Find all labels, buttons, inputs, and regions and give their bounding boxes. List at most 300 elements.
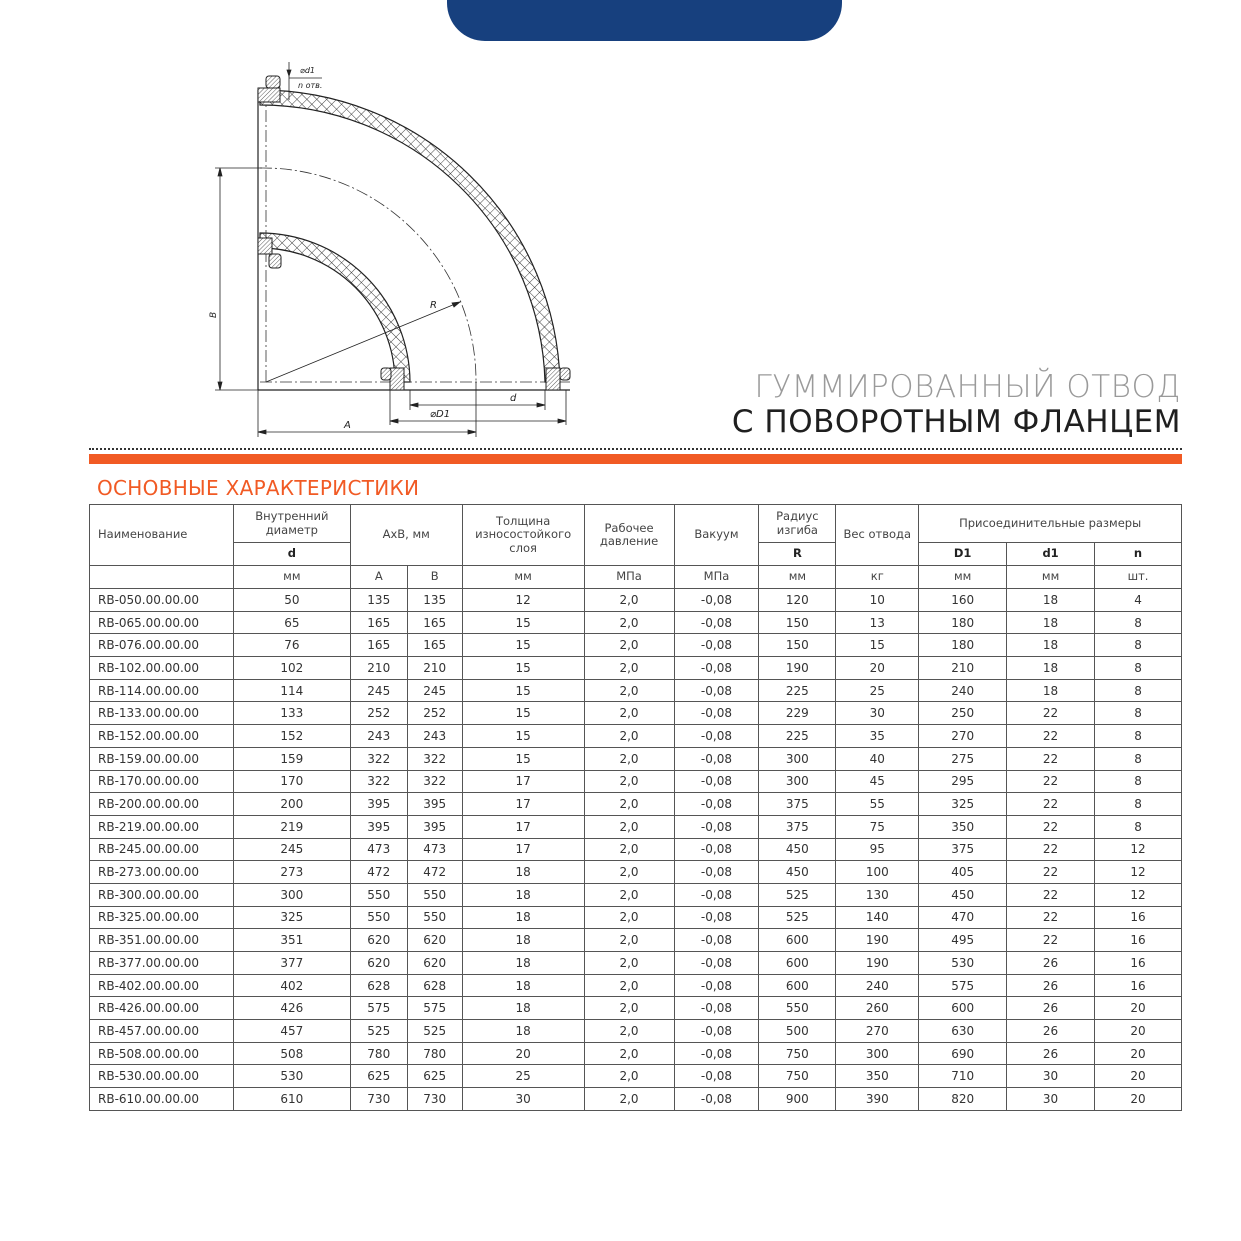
cell-d: 377 [233, 952, 350, 975]
cell-a: 165 [350, 611, 407, 634]
cell-name: RB-133.00.00.00 [90, 702, 234, 725]
cell-thickness: 25 [462, 1065, 584, 1088]
table-row [90, 815, 1182, 838]
cell-r: 150 [759, 611, 836, 634]
cell-vacuum: -0,08 [674, 793, 759, 816]
cell-b: 550 [407, 883, 462, 906]
cell-name: RB-377.00.00.00 [90, 952, 234, 975]
cell-vacuum: -0,08 [674, 815, 759, 838]
cell-D1: 495 [919, 929, 1007, 952]
cell-weight: 270 [836, 1020, 919, 1043]
cell-D1: 405 [919, 861, 1007, 884]
table-row [90, 974, 1182, 997]
cell-d1: 22 [1007, 702, 1095, 725]
cell-d: 114 [233, 679, 350, 702]
cell-b: 575 [407, 997, 462, 1020]
cell-a: 245 [350, 679, 407, 702]
cell-n: 8 [1095, 657, 1182, 680]
cell-a: 395 [350, 815, 407, 838]
cell-r: 600 [759, 952, 836, 975]
label-B: B [209, 311, 219, 318]
cell-n: 20 [1095, 1088, 1182, 1111]
header-r-symbol: R [759, 543, 836, 566]
cell-r: 300 [759, 747, 836, 770]
cell-d1: 22 [1007, 838, 1095, 861]
cell-D1: 600 [919, 997, 1007, 1020]
cell-b: 780 [407, 1042, 462, 1065]
cell-a: 550 [350, 883, 407, 906]
cell-D1: 240 [919, 679, 1007, 702]
cell-weight: 20 [836, 657, 919, 680]
cell-r: 600 [759, 929, 836, 952]
product-title-line2: С ПОВОРОТНЫМ ФЛАНЦЕМ [731, 404, 1181, 440]
cell-r: 190 [759, 657, 836, 680]
cell-r: 900 [759, 1088, 836, 1111]
cell-weight: 75 [836, 815, 919, 838]
cell-pressure: 2,0 [584, 770, 674, 793]
cell-a: 628 [350, 974, 407, 997]
cell-d: 159 [233, 747, 350, 770]
cell-n: 8 [1095, 702, 1182, 725]
cell-n: 12 [1095, 883, 1182, 906]
cell-thickness: 15 [462, 634, 584, 657]
cell-b: 628 [407, 974, 462, 997]
unit-thickness: мм [462, 566, 584, 589]
table-row [90, 883, 1182, 906]
header-n: n [1095, 543, 1182, 566]
cell-name: RB-245.00.00.00 [90, 838, 234, 861]
cell-vacuum: -0,08 [674, 1020, 759, 1043]
cell-r: 750 [759, 1065, 836, 1088]
cell-r: 450 [759, 861, 836, 884]
unit-n: шт. [1095, 566, 1182, 589]
cell-weight: 15 [836, 634, 919, 657]
cell-name: RB-076.00.00.00 [90, 634, 234, 657]
cell-a: 780 [350, 1042, 407, 1065]
cell-weight: 95 [836, 838, 919, 861]
cell-weight: 100 [836, 861, 919, 884]
cell-a: 165 [350, 634, 407, 657]
cell-d: 402 [233, 974, 350, 997]
table-row [90, 702, 1182, 725]
header-D1: D1 [919, 543, 1007, 566]
cell-n: 12 [1095, 861, 1182, 884]
cell-name: RB-300.00.00.00 [90, 883, 234, 906]
cell-r: 600 [759, 974, 836, 997]
unit-B: B [407, 566, 462, 589]
cell-d: 152 [233, 725, 350, 748]
cell-d1: 18 [1007, 634, 1095, 657]
cell-a: 135 [350, 589, 407, 612]
cell-a: 550 [350, 906, 407, 929]
cell-vacuum: -0,08 [674, 589, 759, 612]
cell-pressure: 2,0 [584, 747, 674, 770]
cell-vacuum: -0,08 [674, 679, 759, 702]
cell-n: 16 [1095, 929, 1182, 952]
cell-vacuum: -0,08 [674, 1065, 759, 1088]
cell-D1: 180 [919, 611, 1007, 634]
cell-name: RB-610.00.00.00 [90, 1088, 234, 1111]
cell-d1: 30 [1007, 1065, 1095, 1088]
cell-n: 16 [1095, 906, 1182, 929]
cell-name: RB-273.00.00.00 [90, 861, 234, 884]
cell-thickness: 18 [462, 929, 584, 952]
unit-pressure: МПа [584, 566, 674, 589]
cell-pressure: 2,0 [584, 589, 674, 612]
cell-D1: 270 [919, 725, 1007, 748]
cell-d: 273 [233, 861, 350, 884]
cell-d1: 26 [1007, 1042, 1095, 1065]
unit-d1: мм [1007, 566, 1095, 589]
cell-weight: 260 [836, 997, 919, 1020]
header-weight: Вес отвода [836, 505, 919, 566]
cell-d1: 22 [1007, 770, 1095, 793]
cell-thickness: 18 [462, 883, 584, 906]
cell-D1: 350 [919, 815, 1007, 838]
cell-pressure: 2,0 [584, 702, 674, 725]
header-name: Наименование [90, 505, 234, 566]
cell-b: 625 [407, 1065, 462, 1088]
cell-b: 252 [407, 702, 462, 725]
cell-weight: 10 [836, 589, 919, 612]
cell-D1: 180 [919, 634, 1007, 657]
cell-thickness: 15 [462, 702, 584, 725]
cell-d1: 22 [1007, 793, 1095, 816]
cell-d: 426 [233, 997, 350, 1020]
cell-D1: 630 [919, 1020, 1007, 1043]
cell-a: 730 [350, 1088, 407, 1111]
specifications-table [89, 504, 1182, 1111]
cell-n: 8 [1095, 793, 1182, 816]
product-title-line1: ГУММИРОВАННЫЙ ОТВОД [754, 369, 1181, 405]
cell-thickness: 15 [462, 725, 584, 748]
cell-d1: 22 [1007, 747, 1095, 770]
cell-d: 300 [233, 883, 350, 906]
cell-weight: 130 [836, 883, 919, 906]
cell-d: 351 [233, 929, 350, 952]
cell-vacuum: -0,08 [674, 952, 759, 975]
cell-weight: 45 [836, 770, 919, 793]
cell-d1: 30 [1007, 1088, 1095, 1111]
cell-D1: 275 [919, 747, 1007, 770]
cell-d: 65 [233, 611, 350, 634]
cell-n: 20 [1095, 997, 1182, 1020]
cell-b: 210 [407, 657, 462, 680]
cell-r: 229 [759, 702, 836, 725]
dimension-R [266, 302, 460, 382]
header-brand-band [447, 0, 842, 41]
cell-b: 620 [407, 929, 462, 952]
header-vacuum: Вакуум [674, 505, 759, 566]
cell-thickness: 18 [462, 974, 584, 997]
cell-a: 395 [350, 793, 407, 816]
cell-pressure: 2,0 [584, 634, 674, 657]
cell-r: 525 [759, 883, 836, 906]
cell-d1: 26 [1007, 974, 1095, 997]
cell-d: 530 [233, 1065, 350, 1088]
header-pressure: Рабочее давление [584, 505, 674, 566]
cell-d1: 18 [1007, 657, 1095, 680]
cell-d1: 22 [1007, 929, 1095, 952]
cell-a: 620 [350, 929, 407, 952]
cell-b: 473 [407, 838, 462, 861]
header-name-unit-blank [90, 566, 234, 589]
table-row [90, 657, 1182, 680]
cell-r: 150 [759, 634, 836, 657]
cell-d1: 26 [1007, 997, 1095, 1020]
cell-name: RB-426.00.00.00 [90, 997, 234, 1020]
cell-pressure: 2,0 [584, 815, 674, 838]
cell-d1: 26 [1007, 1020, 1095, 1043]
cell-pressure: 2,0 [584, 1088, 674, 1111]
cell-D1: 295 [919, 770, 1007, 793]
cell-D1: 820 [919, 1088, 1007, 1111]
cell-n: 8 [1095, 815, 1182, 838]
cell-name: RB-065.00.00.00 [90, 611, 234, 634]
cell-name: RB-402.00.00.00 [90, 974, 234, 997]
cell-thickness: 15 [462, 611, 584, 634]
cell-name: RB-530.00.00.00 [90, 1065, 234, 1088]
cell-r: 550 [759, 997, 836, 1020]
header-axb: AxB, мм [350, 505, 462, 566]
cell-a: 472 [350, 861, 407, 884]
cell-vacuum: -0,08 [674, 1042, 759, 1065]
cell-vacuum: -0,08 [674, 770, 759, 793]
cell-D1: 470 [919, 906, 1007, 929]
cell-b: 620 [407, 952, 462, 975]
header-thickness: Толщина износостойкого слоя [462, 505, 584, 566]
table-body [90, 589, 1182, 1111]
cell-r: 450 [759, 838, 836, 861]
cell-n: 20 [1095, 1020, 1182, 1043]
cell-thickness: 17 [462, 838, 584, 861]
cell-thickness: 15 [462, 747, 584, 770]
cell-weight: 40 [836, 747, 919, 770]
table-row [90, 611, 1182, 634]
cell-thickness: 18 [462, 1020, 584, 1043]
header-d-symbol: d [233, 543, 350, 566]
cell-d1: 22 [1007, 883, 1095, 906]
table-row [90, 1065, 1182, 1088]
table-row [90, 793, 1182, 816]
label-A: A [344, 420, 351, 431]
table-row [90, 1088, 1182, 1111]
header-radius: Радиус изгиба [759, 505, 836, 543]
label-D1: ⌀D1 [430, 409, 451, 420]
cell-b: 243 [407, 725, 462, 748]
dimension-d [410, 390, 545, 410]
cell-d1: 22 [1007, 906, 1095, 929]
cell-n: 16 [1095, 974, 1182, 997]
cell-a: 322 [350, 770, 407, 793]
cell-d: 457 [233, 1020, 350, 1043]
cell-name: RB-351.00.00.00 [90, 929, 234, 952]
cell-a: 252 [350, 702, 407, 725]
cell-a: 210 [350, 657, 407, 680]
cell-weight: 390 [836, 1088, 919, 1111]
cell-weight: 300 [836, 1042, 919, 1065]
cell-vacuum: -0,08 [674, 861, 759, 884]
cell-vacuum: -0,08 [674, 974, 759, 997]
table-row [90, 929, 1182, 952]
table-row [90, 861, 1182, 884]
cell-weight: 25 [836, 679, 919, 702]
cell-D1: 450 [919, 883, 1007, 906]
cell-b: 165 [407, 634, 462, 657]
cell-thickness: 17 [462, 793, 584, 816]
unit-weight: кг [836, 566, 919, 589]
cell-a: 322 [350, 747, 407, 770]
cell-r: 375 [759, 793, 836, 816]
header-inner-diameter: Внутренний диаметр [233, 505, 350, 543]
cell-name: RB-170.00.00.00 [90, 770, 234, 793]
cell-vacuum: -0,08 [674, 747, 759, 770]
cell-thickness: 18 [462, 952, 584, 975]
cell-name: RB-508.00.00.00 [90, 1042, 234, 1065]
unit-A: A [350, 566, 407, 589]
table-row [90, 770, 1182, 793]
cell-pressure: 2,0 [584, 725, 674, 748]
cell-d: 325 [233, 906, 350, 929]
cell-r: 225 [759, 725, 836, 748]
cell-D1: 530 [919, 952, 1007, 975]
cell-d: 245 [233, 838, 350, 861]
cell-vacuum: -0,08 [674, 657, 759, 680]
cell-r: 225 [759, 679, 836, 702]
cell-D1: 325 [919, 793, 1007, 816]
table-row [90, 725, 1182, 748]
cell-weight: 13 [836, 611, 919, 634]
cell-n: 16 [1095, 952, 1182, 975]
cell-n: 8 [1095, 725, 1182, 748]
cell-thickness: 17 [462, 770, 584, 793]
cell-thickness: 18 [462, 861, 584, 884]
cell-b: 395 [407, 793, 462, 816]
cell-d: 133 [233, 702, 350, 725]
cell-b: 730 [407, 1088, 462, 1111]
cell-b: 525 [407, 1020, 462, 1043]
cell-vacuum: -0,08 [674, 725, 759, 748]
cell-vacuum: -0,08 [674, 611, 759, 634]
cell-pressure: 2,0 [584, 793, 674, 816]
cell-n: 8 [1095, 611, 1182, 634]
header-d1: d1 [1007, 543, 1095, 566]
cell-r: 525 [759, 906, 836, 929]
cell-b: 135 [407, 589, 462, 612]
table-row [90, 952, 1182, 975]
cell-d1: 22 [1007, 861, 1095, 884]
dimension-D1 [390, 390, 566, 425]
dimension-B [215, 168, 262, 390]
cell-d1: 22 [1007, 725, 1095, 748]
cell-pressure: 2,0 [584, 1042, 674, 1065]
cell-weight: 240 [836, 974, 919, 997]
cell-b: 322 [407, 747, 462, 770]
cell-pressure: 2,0 [584, 906, 674, 929]
unit-R: мм [759, 566, 836, 589]
cell-d: 170 [233, 770, 350, 793]
cell-vacuum: -0,08 [674, 883, 759, 906]
cell-pressure: 2,0 [584, 861, 674, 884]
cell-name: RB-102.00.00.00 [90, 657, 234, 680]
cell-d: 102 [233, 657, 350, 680]
cell-n: 4 [1095, 589, 1182, 612]
cell-weight: 30 [836, 702, 919, 725]
label-R: R [430, 300, 437, 311]
cell-pressure: 2,0 [584, 952, 674, 975]
cell-n: 8 [1095, 747, 1182, 770]
cell-b: 165 [407, 611, 462, 634]
cell-thickness: 30 [462, 1088, 584, 1111]
accent-bar [89, 454, 1182, 464]
cell-n: 20 [1095, 1042, 1182, 1065]
cell-thickness: 18 [462, 906, 584, 929]
cell-name: RB-159.00.00.00 [90, 747, 234, 770]
cell-vacuum: -0,08 [674, 906, 759, 929]
cell-n: 8 [1095, 634, 1182, 657]
cell-d: 76 [233, 634, 350, 657]
cell-weight: 350 [836, 1065, 919, 1088]
cell-name: RB-457.00.00.00 [90, 1020, 234, 1043]
cell-d: 508 [233, 1042, 350, 1065]
cell-d1: 18 [1007, 611, 1095, 634]
cell-thickness: 17 [462, 815, 584, 838]
cell-n: 8 [1095, 770, 1182, 793]
cell-a: 525 [350, 1020, 407, 1043]
cell-D1: 690 [919, 1042, 1007, 1065]
cell-name: RB-200.00.00.00 [90, 793, 234, 816]
dotted-divider [89, 448, 1182, 450]
cell-d1: 18 [1007, 679, 1095, 702]
cell-weight: 140 [836, 906, 919, 929]
inner-arc [260, 233, 410, 382]
cell-D1: 575 [919, 974, 1007, 997]
label-d1: ⌀d1 [300, 66, 315, 75]
cell-n: 8 [1095, 679, 1182, 702]
cell-b: 472 [407, 861, 462, 884]
cell-D1: 375 [919, 838, 1007, 861]
cell-thickness: 18 [462, 997, 584, 1020]
cell-thickness: 15 [462, 657, 584, 680]
cell-r: 500 [759, 1020, 836, 1043]
cell-pressure: 2,0 [584, 974, 674, 997]
section-title: ОСНОВНЫЕ ХАРАКТЕРИСТИКИ [97, 476, 420, 500]
cell-pressure: 2,0 [584, 611, 674, 634]
cell-name: RB-219.00.00.00 [90, 815, 234, 838]
cell-vacuum: -0,08 [674, 702, 759, 725]
outer-arc [260, 90, 560, 382]
cell-D1: 250 [919, 702, 1007, 725]
cell-n: 20 [1095, 1065, 1182, 1088]
cell-name: RB-050.00.00.00 [90, 589, 234, 612]
cell-weight: 35 [836, 725, 919, 748]
unit-D1: мм [919, 566, 1007, 589]
table-row [90, 634, 1182, 657]
cell-pressure: 2,0 [584, 679, 674, 702]
cell-pressure: 2,0 [584, 997, 674, 1020]
cell-a: 575 [350, 997, 407, 1020]
cell-r: 300 [759, 770, 836, 793]
table-row [90, 838, 1182, 861]
cell-d: 200 [233, 793, 350, 816]
flange-top [258, 76, 280, 102]
cell-d: 50 [233, 589, 350, 612]
cell-D1: 160 [919, 589, 1007, 612]
cell-a: 473 [350, 838, 407, 861]
cell-name: RB-325.00.00.00 [90, 906, 234, 929]
cell-thickness: 20 [462, 1042, 584, 1065]
product-title [731, 369, 1181, 440]
